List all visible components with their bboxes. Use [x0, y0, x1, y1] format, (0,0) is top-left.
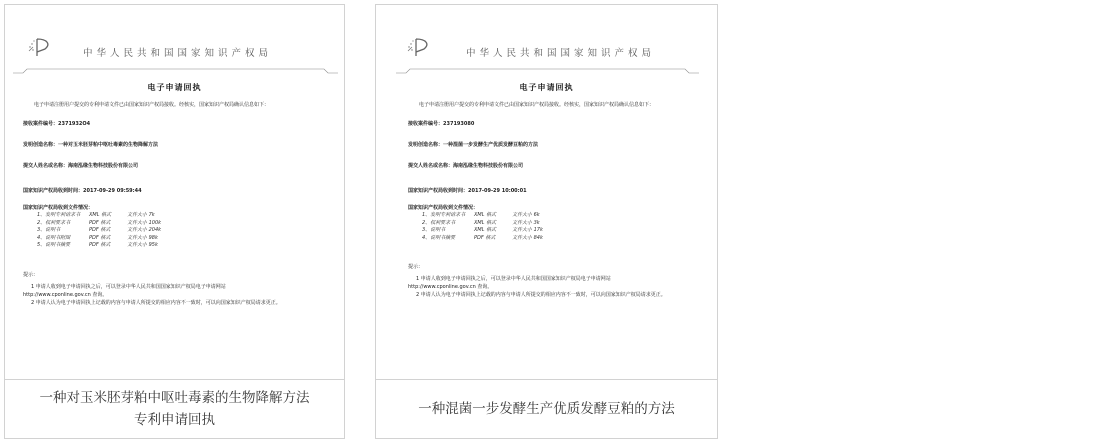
- receipt-intro: 电子申请注册用户提交的专利申请文件已由国家知识产权局接收。经核实，国家知识产权局确认信息如下：: [34, 102, 270, 108]
- receipt-body: [23, 101, 326, 307]
- receipt-number: 接收案件编号：237193080: [408, 121, 475, 127]
- file-item: 3、说明书 XML 格式 文件大小 17k: [422, 227, 543, 233]
- tip-1: 1 申请人收到电子申请回执之后，可以登录中华人民共和国国家知识产权局电子申请网站: [416, 276, 611, 282]
- cnipa-logo-icon: [27, 36, 57, 58]
- receipt-card-2[interactable]: [375, 4, 718, 439]
- caption-subtitle: 专利申请回执: [134, 412, 215, 428]
- tip-2: 2 申请人认为电子申请回执上记载的内容与申请人所提交的相应内容不一致时，可以向国家知识产权局请求更正。: [31, 299, 281, 306]
- tips-heading: 提示：: [408, 264, 424, 270]
- card-caption[interactable]: [376, 380, 717, 438]
- tip-2: 2 申请人认为电子申请回执上记载的内容与申请人所提交的相应内容不一致时，可以向国家知识产权局请求更正。: [416, 292, 666, 298]
- file-item: 1、发明专利请求书 XML 格式 文件大小 6k: [422, 212, 540, 218]
- receipt-number: 接收案件编号：2371932O4: [23, 121, 91, 127]
- tips-heading: 提示：: [23, 271, 39, 278]
- invention-name: 发明创造名称：一种对玉米胚芽粕中呕吐毒素的生物降解方法: [23, 142, 159, 148]
- receipt-card-1[interactable]: [4, 4, 345, 439]
- org-name: 中华人民共和国国家知识产权局: [466, 48, 656, 59]
- tip-1-url: http://www.cponline.gov.cn 查询。: [23, 291, 108, 298]
- files-heading: 国家知识产权局收到文件情况：: [408, 205, 479, 211]
- submitter-name: 提交人姓名或名称：海南泓缘生物科技股份有限公司: [23, 163, 139, 169]
- receipt-title: 电子申请回执: [147, 82, 202, 92]
- file-item: 3、说明书 PDF 格式 文件大小 204k: [37, 227, 162, 233]
- file-item: 2、权利要求书 PDF 格式 文件大小 100k: [37, 219, 162, 226]
- tip-1-url: http://www.cponline.gov.cn 查询。: [408, 284, 493, 290]
- header-rule: [13, 64, 336, 74]
- tip-1: 1 申请人收到电子申请回执之后，可以登录中华人民共和国国家知识产权局电子申请网站: [31, 283, 226, 290]
- received-time: 国家知识产权局收到时间：2017-09-29 10:00:01: [408, 188, 527, 194]
- receipt-intro: 电子申请注册用户提交的专利申请文件已由国家知识产权局接收。经核实，国家知识产权局确认信息如下：: [419, 102, 655, 108]
- cnipa-logo-icon: [406, 36, 436, 58]
- file-item: 1、发明专利请求书 XML 格式 文件大小 7k: [37, 212, 155, 218]
- file-list: [422, 212, 693, 242]
- receipt-title: 电子申请回执: [519, 82, 574, 92]
- file-item: 4、说明书附图 PDF 格式 文件大小 98k: [37, 234, 158, 241]
- invention-name: 发明创造名称：一种混菌一步发酵生产优质发酵豆粕的方法: [408, 142, 539, 148]
- caption-title: 一种混菌一步发酵生产优质发酵豆粕的方法: [418, 401, 675, 417]
- card-caption[interactable]: [5, 380, 344, 438]
- received-time: 国家知识产权局收到时间：2017-09-29 09:59:44: [23, 188, 142, 194]
- caption-title: 一种对玉米胚芽粕中呕吐毒素的生物降解方法: [39, 390, 310, 406]
- receipt-body: [408, 101, 693, 299]
- org-name: 中华人民共和国国家知识产权局: [83, 48, 273, 59]
- file-item: 4、说明书摘要 PDF 格式 文件大小 84k: [422, 234, 543, 241]
- file-list: [37, 212, 326, 250]
- header-rule: [384, 64, 709, 74]
- file-item: 2、权利要求书 XML 格式 文件大小 3k: [422, 219, 540, 226]
- file-item: 5、说明书摘要 PDF 格式 文件大小 95k: [37, 242, 158, 248]
- files-heading: 国家知识产权局收到文件情况：: [23, 205, 94, 211]
- receipt-document-image[interactable]: [5, 5, 344, 380]
- receipt-document-image[interactable]: [376, 5, 717, 380]
- submitter-name: 提交人姓名或名称：海南泓缘生物科技股份有限公司: [408, 163, 524, 169]
